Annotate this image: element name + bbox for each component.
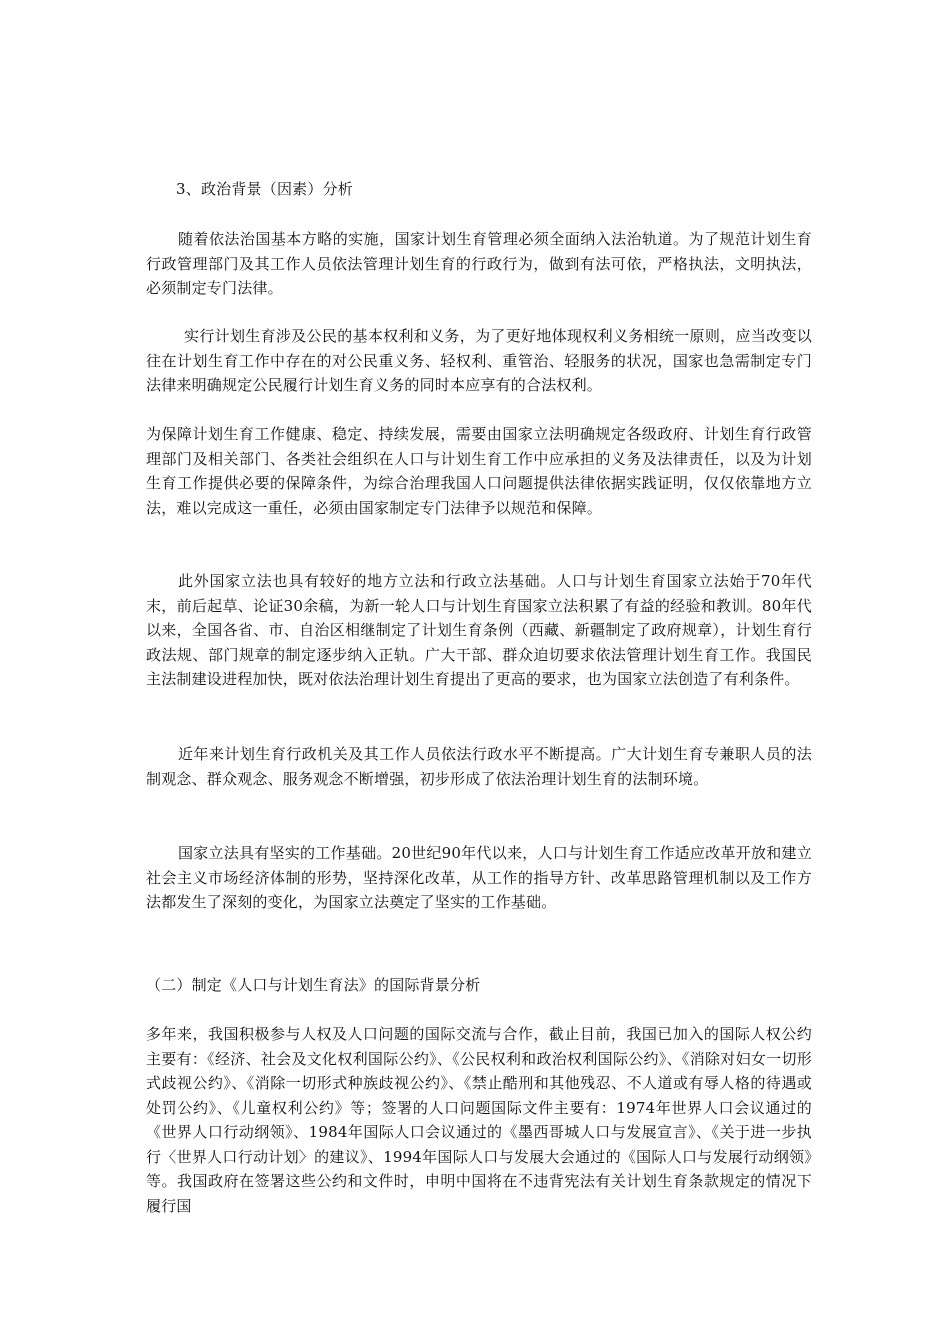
subsection-heading: （二）制定《人口与计划生育法》的国际背景分析 bbox=[146, 976, 481, 994]
section-heading: 3、政治背景（因素）分析 bbox=[176, 180, 353, 198]
paragraph-2: 实行计划生育涉及公民的基本权利和义务，为了更好地体现权利义务相统一原则，应当改变以往在计划生育工作中存在的对公民重义务、轻权利、重管治、轻服务的状况，国家也急需制定专门法律来明确规定公民履行计划生育义务的同时本应享有的合法权利。 bbox=[146, 327, 812, 394]
paragraph-6: 国家立法具有坚实的工作基础。20世纪90年代以来，人口与计划生育工作适应改革开放和建立社会主义市场经济体制的形势，坚持深化改革，从工作的指导方针、改革思路管理机制以及工作方法都发生了深刻的变化，为国家立法奠定了坚实的工作基础。 bbox=[146, 844, 812, 911]
paragraph-4: 此外国家立法也具有较好的地方立法和行政立法基础。人口与计划生育国家立法始于70年代末，前后起草、论证30余稿，为新一轮人口与计划生育国家立法积累了有益的经验和教训。80年代以来，全国各省、市、自治区相继制定了计划生育条例（西藏、新疆制定了政府规章），计划生育行政法规、部门规章的制定逐步纳入正轨。广大干部、群众迫切要求依法管理计划生育工作。我国民主法制建设进程加快，既对依法治理计划生育提出了更高的要求，也为国家立法创造了有利条件。 bbox=[146, 572, 812, 688]
paragraph-3: 为保障计划生育工作健康、稳定、持续发展，需要由国家立法明确规定各级政府、计划生育行政管理部门及相关部门、各类社会组织在人口与计划生育工作中应承担的义务及法律责任，以及为计划生育工作提供必要的保障条件，为综合治理我国人口问题提供法律依据实践证明，仅仅依靠地方立法，难以完成这一重任，必须由国家制定专门法律予以规范和保障。 bbox=[146, 425, 812, 517]
paragraph-5: 近年来计划生育行政机关及其工作人员依法行政水平不断提高。广大计划生育专兼职人员的法制观念、群众观念、服务观念不断增强，初步形成了依法治理计划生育的法制环境。 bbox=[146, 745, 812, 788]
paragraph-7: 多年来，我国积极参与人权及人口问题的国际交流与合作，截止目前，我国已加入的国际人权公约主要有：《经济、社会及文化权利国际公约》、《公民权利和政治权利国际公约》、《消除对妇女一切形式歧视公约》、《消除一切形式种族歧视公约》、《禁止酷刑和其他残忍、不人道或有辱人格的待遇或处罚公约》、《儿童权利公约》等；签署的人口问题国际文件主要有：1974年世界人口会议通过的《世界人口行动纲领》、1984年国际人口会议通过的《墨西哥城人口与发展宣言》、《关于进一步执行〈世界人口行动计划〉的建议》、1994年国际人口与发展大会通过的《国际人口与发展行动纲领》等。我国政府在签署这些公约和文件时，申明中国将在不违背宪法有关计划生育条款规定的情况下履行国 bbox=[146, 1025, 812, 1215]
paragraph-1: 随着依法治国基本方略的实施，国家计划生育管理必须全面纳入法治轨道。为了规范计划生育行政管理部门及其工作人员依法管理计划生育的行政行为，做到有法可依，严格执法，文明执法，必须制定专门法律。 bbox=[146, 230, 812, 297]
